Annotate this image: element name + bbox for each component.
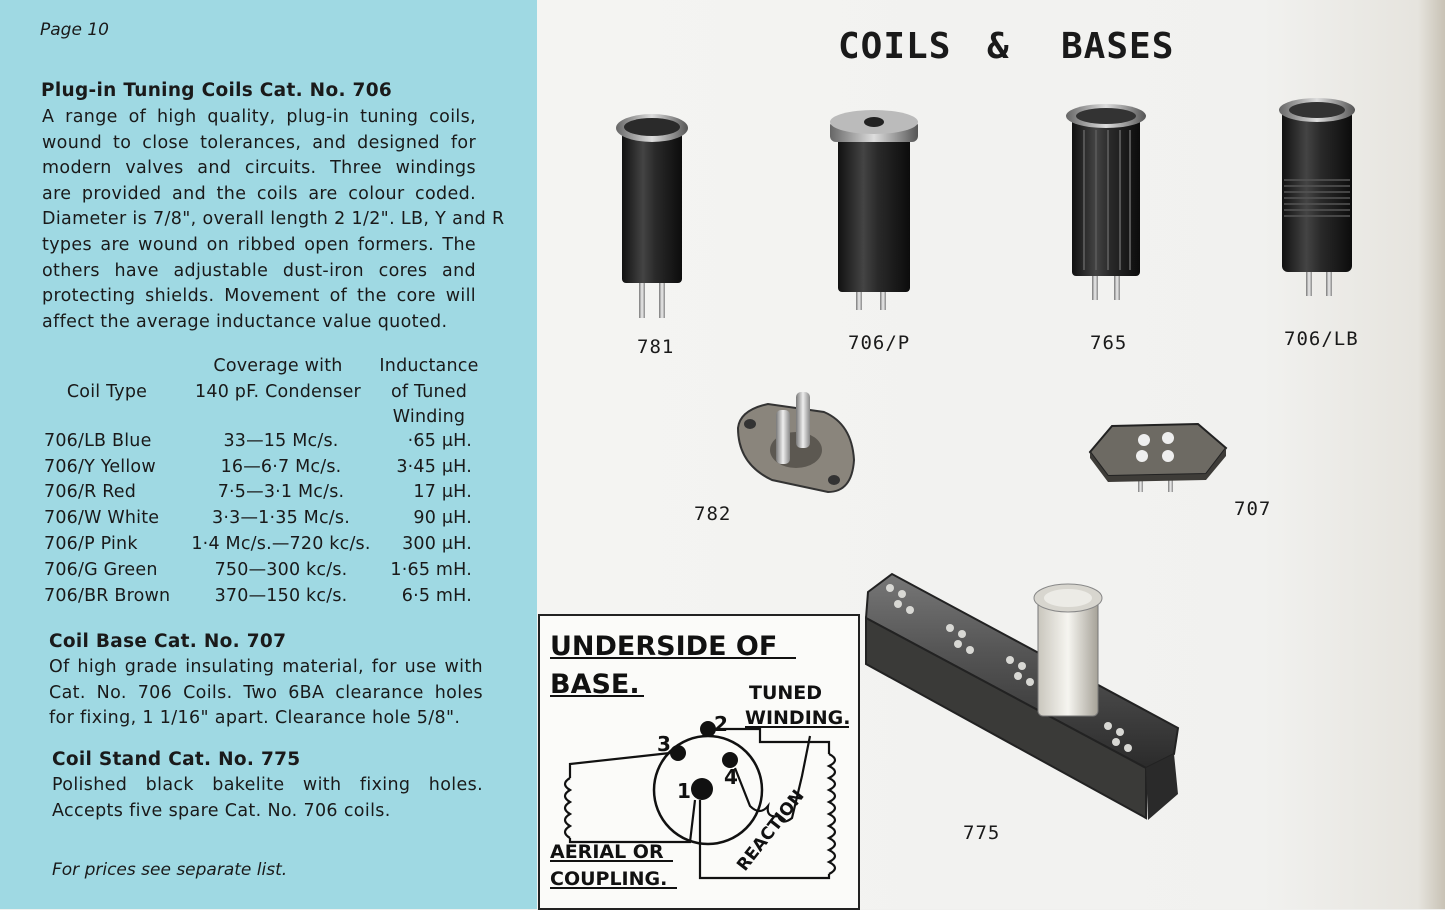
inductance-cell: 6·5 mH. <box>401 586 472 606</box>
pin-label: 2 <box>714 712 728 736</box>
coverage-cell: 370—150 kc/s. <box>214 586 348 606</box>
label-706p: 706/P <box>848 332 911 354</box>
aerial-label-2: COUPLING. <box>550 868 668 890</box>
coils-line: affect the average inductance value quoted. <box>42 311 448 332</box>
coverage-cell: 7·5—3·1 Mc/s. <box>217 482 345 502</box>
table-row <box>44 457 484 482</box>
title-ampersand: & <box>987 26 1010 67</box>
coils-line: are provided and the coils are colour coded. <box>42 183 476 204</box>
coils-line: wound to close tolerances, and designed for <box>42 132 476 153</box>
coils-description <box>42 105 505 335</box>
diagram-title-1: UNDERSIDE OF <box>550 631 778 662</box>
coil-type-cell: 706/P Pink <box>44 534 138 554</box>
stand-line: Accepts five spare Cat. No. 706 coils. <box>52 800 391 821</box>
base-782-illustration <box>732 384 858 498</box>
label-765: 765 <box>1090 332 1128 354</box>
base-line: Cat. No. 706 Coils. Two 6BA clearance holes <box>49 682 483 703</box>
coil-706lb-illustration <box>1272 96 1362 300</box>
text-panel <box>0 0 537 909</box>
table-row <box>44 534 484 559</box>
coils-line: A range of high quality, plug-in tuning coils, <box>42 107 476 127</box>
coils-line: Diameter is 7/8", overall length 2 1/2". LB, Y and R <box>42 209 505 230</box>
coverage-header-1: Coverage with <box>213 356 343 376</box>
base-line: for fixing, 1 1/16" apart. Clearance hole 5/8". <box>49 708 461 729</box>
coverage-cell: 33—15 Mc/s. <box>223 431 339 451</box>
underside-diagram <box>538 614 860 910</box>
base-707-illustration <box>1086 420 1230 496</box>
stand-heading: Coil Stand Cat. No. 775 <box>52 749 301 770</box>
coils-line: others have adjustable dust-iron cores and <box>42 260 476 281</box>
page-number: Page 10 <box>40 20 109 40</box>
label-781: 781 <box>637 336 675 358</box>
inductance-cell: 90 μH. <box>413 508 472 528</box>
pin-3 <box>670 745 686 761</box>
coverage-cell: 16—6·7 Mc/s. <box>220 457 342 477</box>
coil-706p-illustration <box>826 106 922 316</box>
coverage-cell: 1·4 Mc/s.—720 kc/s. <box>191 534 371 554</box>
coil-765-illustration <box>1062 100 1150 304</box>
table-row <box>44 560 484 585</box>
tuned-label-1: TUNED <box>749 682 823 704</box>
coil-type-cell: 706/BR Brown <box>44 586 171 606</box>
coverage-cell: 750—300 kc/s. <box>214 560 348 580</box>
inductance-header-1: Inductance <box>379 356 479 376</box>
coverage-header-2: 140 pF. Condenser <box>195 382 361 402</box>
aerial-label-1: AERIAL OR <box>550 841 664 863</box>
label-707: 707 <box>1234 498 1272 520</box>
inductance-cell: 3·45 μH. <box>396 457 472 477</box>
table-row <box>44 586 484 611</box>
reaction-label: REACTION <box>733 786 809 876</box>
coil-type-cell: 706/R Red <box>44 482 137 502</box>
table-row <box>44 431 484 456</box>
base-description <box>49 655 483 732</box>
coils-line: modern valves and circuits. Three windings <box>42 158 476 179</box>
pin-1 <box>691 778 713 800</box>
title-bases: BASES <box>1061 26 1175 67</box>
coils-line: protecting shields. Movement of the core will <box>42 286 476 307</box>
coil-type-cell: 706/G Green <box>44 560 158 580</box>
pin-label: 1 <box>677 779 691 803</box>
stand-description <box>52 773 483 824</box>
diagram-title-2: BASE. <box>550 669 640 700</box>
pin-label: 3 <box>657 732 671 756</box>
inductance-header-2: of Tuned <box>390 382 468 402</box>
coil-type-cell: 706/W White <box>44 508 160 528</box>
coil-781-illustration <box>606 108 696 328</box>
inductance-cell: 300 μH. <box>402 534 472 554</box>
coil-type-cell: 706/Y Yellow <box>44 457 156 477</box>
label-706lb: 706/LB <box>1284 328 1359 350</box>
inductance-cell: 17 μH. <box>413 482 472 502</box>
coils-heading: Plug-in Tuning Coils Cat. No. 706 <box>41 80 393 101</box>
base-line: Of high grade insulating material, for use with <box>49 657 483 677</box>
table-row <box>44 508 484 533</box>
label-775: 775 <box>963 822 1001 844</box>
pin-label: 4 <box>724 765 738 789</box>
coils-line: types are wound on ribbed open formers. The <box>42 234 476 255</box>
coil-type-header: Coil Type <box>66 382 148 402</box>
stand-775-illustration <box>862 568 1184 826</box>
title-coils: COILS <box>838 26 952 67</box>
inductance-cell: ·65 μH. <box>407 431 472 451</box>
tuned-label-2: WINDING. <box>745 707 851 729</box>
prices-note: For prices see separate list. <box>52 860 288 880</box>
base-heading: Coil Base Cat. No. 707 <box>49 631 287 652</box>
table-row <box>44 482 484 507</box>
coverage-cell: 3·3—1·35 Mc/s. <box>212 508 350 528</box>
inductance-cell: 1·65 mH. <box>390 560 472 580</box>
inductance-header-3: Winding <box>392 407 466 427</box>
label-782: 782 <box>694 503 732 525</box>
stand-line: Polished black bakelite with fixing holes. <box>52 775 483 795</box>
coil-type-cell: 706/LB Blue <box>44 431 152 451</box>
